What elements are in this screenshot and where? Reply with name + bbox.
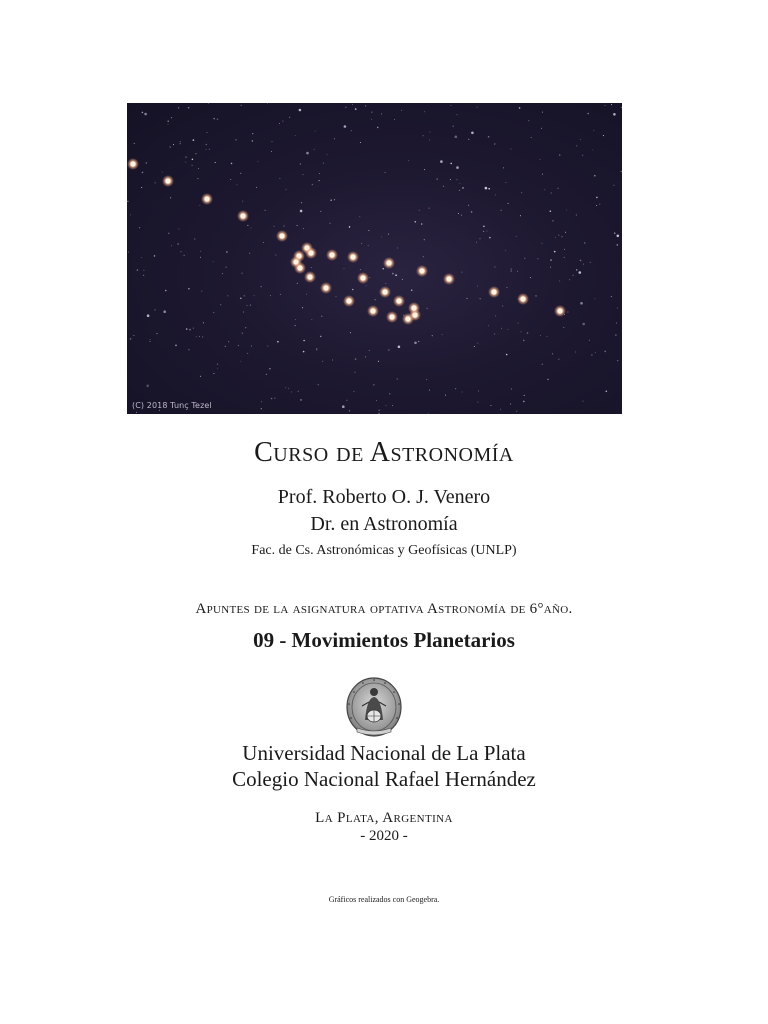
year: - 2020 -	[360, 828, 408, 844]
course-notes-subtitle: Apuntes de la asignatura optativa Astronomía de 6°año.	[195, 601, 573, 617]
starfield-graphic	[127, 103, 622, 414]
cover-photo	[127, 103, 622, 414]
unit-title: 09 - Movimientos Planetarios	[253, 628, 515, 652]
course-title: Curso de Astronomía	[254, 437, 514, 468]
school-name: Colegio Nacional Rafael Hernández	[232, 767, 536, 791]
graphics-credit: Gráficos realizados con Geogebra.	[328, 895, 440, 904]
location: La Plata, Argentina	[315, 810, 453, 826]
author-degree: Dr. en Astronomía	[310, 513, 458, 535]
faculty-name: Fac. de Cs. Astronómicas y Geofísicas (UNLP)	[251, 543, 517, 558]
university-name: Universidad Nacional de La Plata	[242, 741, 526, 765]
university-seal-icon	[345, 676, 403, 740]
photo-credit: (C) 2018 Tunç Tezel	[132, 401, 212, 410]
author-name: Prof. Roberto O. J. Venero	[277, 486, 491, 508]
